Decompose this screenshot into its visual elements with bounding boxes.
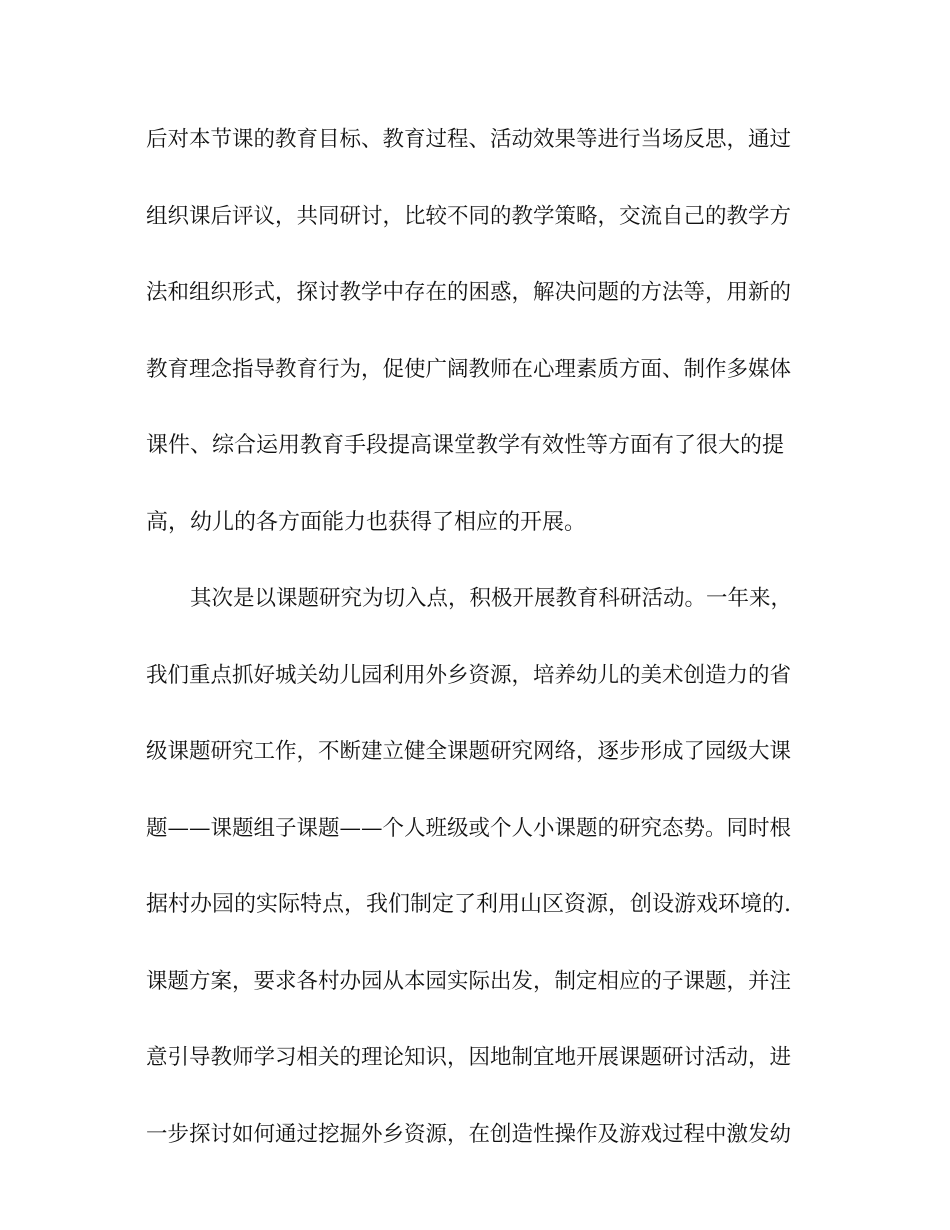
text-line-7: 其次是以课题研究为切入点，积极开展教育科研活动。一年来， [190,586,793,611]
text-line-2: 组织课后评议，共同研讨，比较不同的教学策略，交流自己的教学方 [146,204,792,229]
text-line-14: 一步探讨如何通过挖掘外乡资源，在创造性操作及游戏过程中激发幼 [146,1122,792,1147]
text-line-8: 我们重点抓好城关幼儿园利用外乡资源，培养幼儿的美术创造力的省 [146,663,792,688]
text-line-12: 课题方案，要求各村办园从本园实际出发，制定相应的子课题，并注 [146,969,792,994]
text-line-10: 题——课题组子课题——个人班级或个人小课题的研究态势。同时根 [146,816,792,841]
text-line-4: 教育理念指导教育行为，促使广阔教师在心理素质方面、制作多媒体 [146,357,792,382]
text-line-13: 意引导教师学习相关的理论知识，因地制宜地开展课题研讨活动，进 [146,1045,792,1070]
text-line-11: 据村办园的实际特点，我们制定了利用山区资源，创设游戏环境的. [146,892,791,917]
text-line-6: 高，幼儿的各方面能力也获得了相应的开展。 [146,510,587,535]
text-line-9: 级课题研究工作，不断建立健全课题研究网络，逐步形成了园级大课 [146,739,792,764]
text-line-1: 后对本节课的教育目标、教育过程、活动效果等进行当场反思，通过 [146,127,792,152]
text-line-5: 课件、综合运用教育手段提高课堂教学有效性等方面有了很大的提 [146,433,785,458]
text-line-3: 法和组织形式，探讨教学中存在的困惑，解决问题的方法等，用新的 [146,280,792,305]
